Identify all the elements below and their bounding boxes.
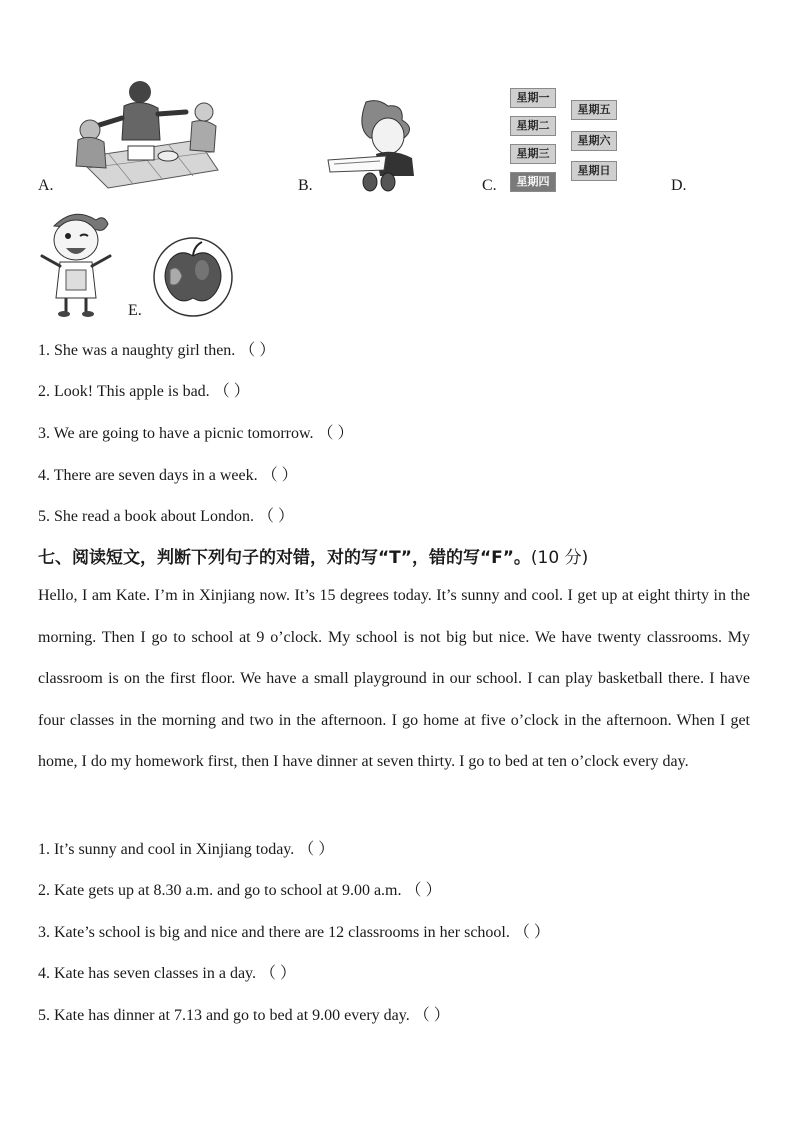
answer-bracket[interactable]: （ ）: [317, 425, 354, 442]
section-7-instruction: 七、阅读短文，判断下列句子的对错，对的写“T”，错的写“F”。: [38, 548, 531, 568]
tf-item: [38, 1002, 450, 1025]
tf-item-text: 3. Kate’s school is big and nice and there are 12 classrooms in her school.: [38, 924, 510, 941]
option-label-b: B.: [298, 177, 313, 194]
picnic-illustration: [68, 78, 226, 190]
match-item-text: 1. She was a naughty girl then.: [38, 342, 236, 359]
match-item-text: 3. We are going to have a picnic tomorrow.: [38, 425, 314, 442]
section-7-score: (10 分): [530, 548, 589, 568]
weekday-tag: 星期日: [571, 161, 617, 181]
match-item-text: 4. There are seven days in a week.: [38, 467, 258, 484]
match-item: [38, 503, 294, 526]
match-item: [38, 337, 275, 360]
tf-item-text: 4. Kate has seven classes in a day.: [38, 965, 256, 982]
reading-passage: Hello, I am Kate. I’m in Xinjiang now. It’s 15 degrees today. It’s sunny and cool. I get up at eight thirty in the morning. Then I go to school at 9 o’clock. My school is not big but nice. We have twenty classrooms. My classroom is on the first floor. We have a small playground in our school. I can play basketball there. I have four classes in the morning and two in the afternoon. I go home at five o’clock in the afternoon. When I get home, I do my homework first, then I have dinner at seven thirty. I go to bed at ten o’clock every day.: [38, 587, 750, 771]
weekday-tag: 星期二: [510, 116, 556, 136]
answer-bracket[interactable]: （ ）: [413, 1007, 450, 1024]
section-7-title: [38, 543, 588, 568]
tf-item-text: 1. It’s sunny and cool in Xinjiang today.: [38, 841, 295, 858]
tf-item-text: 2. Kate gets up at 8.30 a.m. and go to school at 9.00 a.m.: [38, 882, 402, 899]
answer-bracket[interactable]: （ ）: [261, 467, 298, 484]
answer-bracket[interactable]: （ ）: [260, 965, 297, 982]
naughty-girl-illustration: [38, 206, 116, 318]
option-label-c: C.: [482, 177, 497, 194]
answer-bracket[interactable]: （ ）: [257, 508, 294, 525]
answer-bracket[interactable]: （ ）: [239, 342, 276, 359]
option-label-a: A.: [38, 177, 54, 194]
bad-apple-illustration: [152, 236, 234, 318]
weekday-tag: 星期三: [510, 144, 556, 164]
tf-item: [38, 836, 334, 859]
match-item-text: 5. She read a book about London.: [38, 508, 254, 525]
option-label-e: E.: [128, 302, 142, 319]
answer-bracket[interactable]: （ ）: [405, 882, 442, 899]
tf-item: [38, 919, 550, 942]
match-item: [38, 420, 354, 443]
boy-reading-illustration: [326, 98, 426, 192]
weekday-tag: 星期五: [571, 100, 617, 120]
tf-item: [38, 960, 296, 983]
match-item: [38, 378, 250, 401]
answer-bracket[interactable]: （ ）: [513, 924, 550, 941]
answer-bracket[interactable]: （ ）: [213, 383, 250, 400]
tf-item: [38, 877, 442, 900]
match-item: [38, 462, 298, 485]
weekday-tag: 星期一: [510, 88, 556, 108]
weekday-tag: 星期四: [510, 172, 556, 192]
match-item-text: 2. Look! This apple is bad.: [38, 383, 210, 400]
weekdays-illustration: [510, 88, 620, 194]
option-label-d: D.: [671, 177, 687, 194]
tf-item-text: 5. Kate has dinner at 7.13 and go to bed at 9.00 every day.: [38, 1007, 410, 1024]
weekday-tag: 星期六: [571, 131, 617, 151]
answer-bracket[interactable]: （ ）: [298, 841, 335, 858]
